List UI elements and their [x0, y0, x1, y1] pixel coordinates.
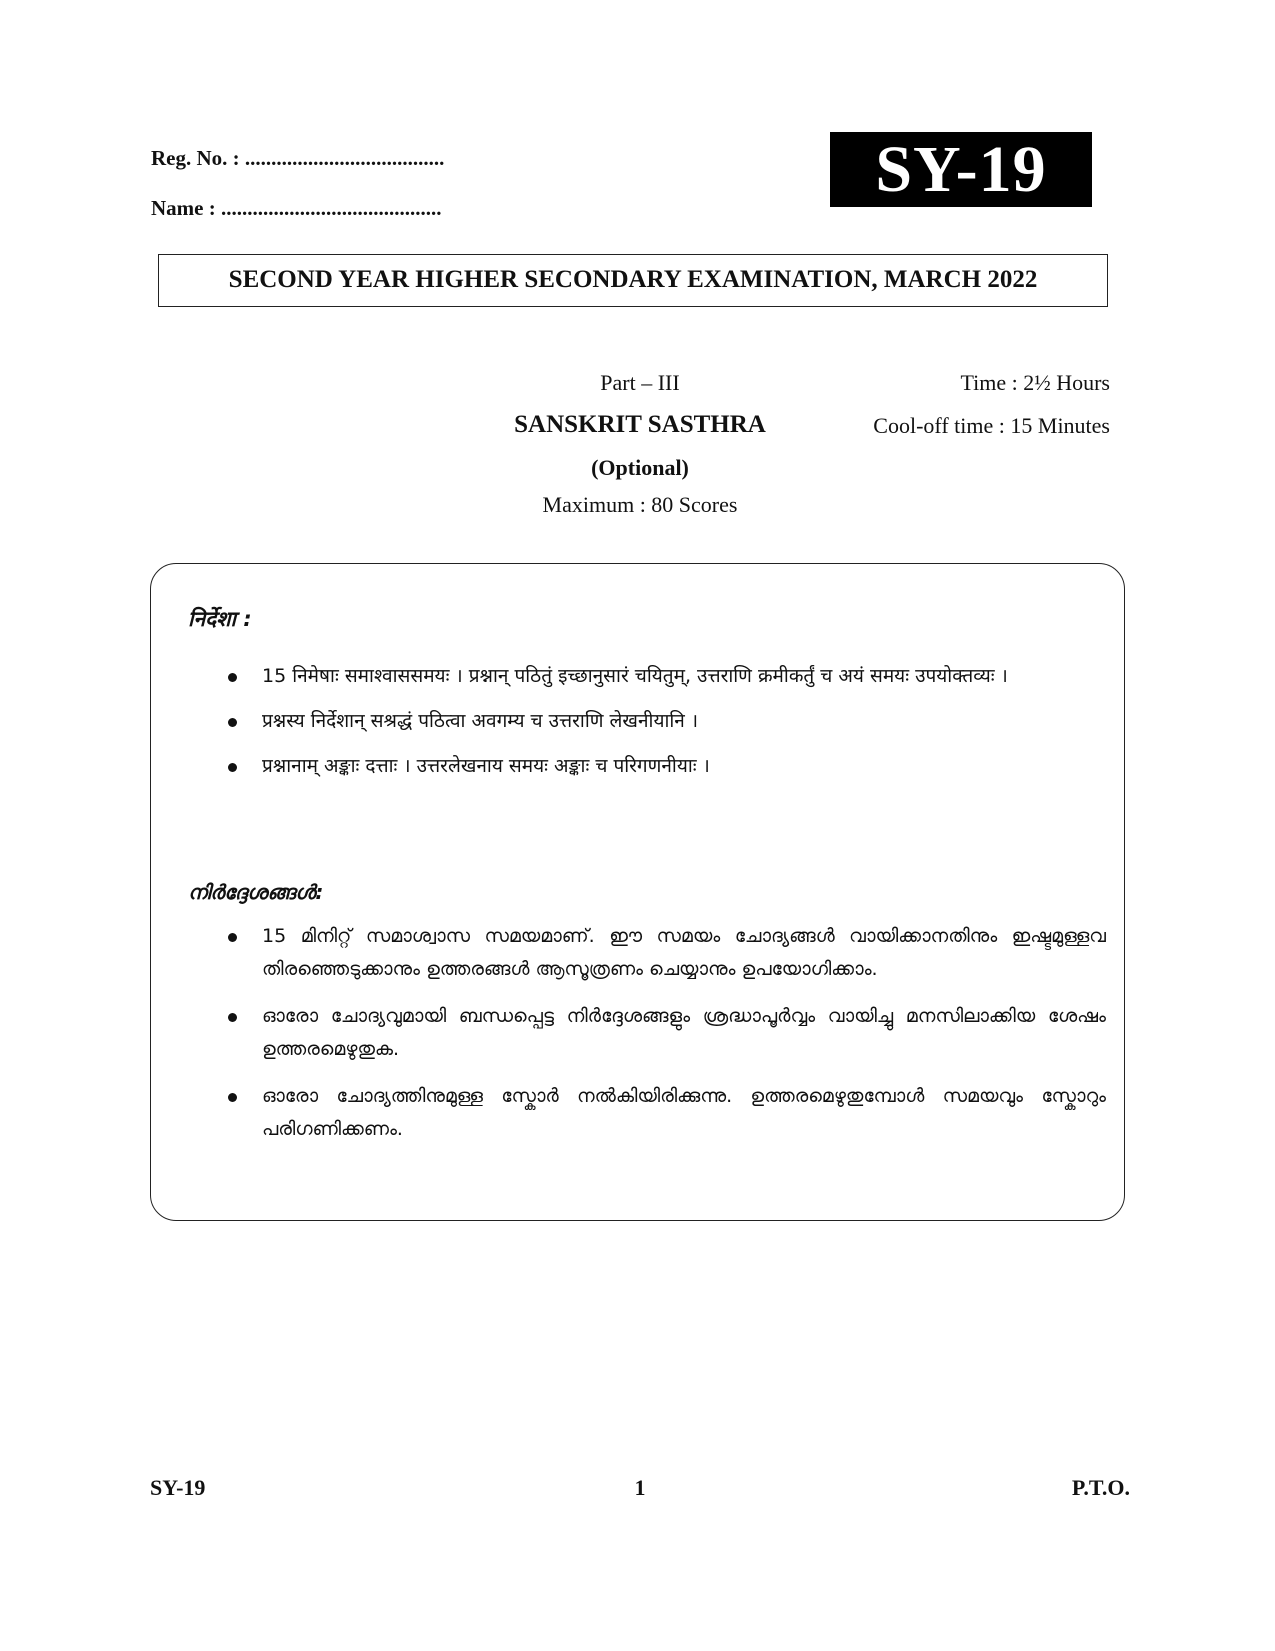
pto-label: P.T.O.: [1071, 1475, 1130, 1500]
exam-title: SECOND YEAR HIGHER SECONDARY EXAMINATION, MARCH 2022: [158, 254, 1108, 307]
malayalam-instructions-heading: നിർദ്ദേശങ്ങൾ:: [188, 880, 324, 904]
bullet-icon: [228, 718, 237, 727]
optional-label: (Optional): [591, 455, 689, 480]
paper-code-badge: SY-19: [830, 132, 1092, 207]
reg-no-field: Reg. No. : ......................................: [151, 146, 445, 170]
footer-code: SY-19: [150, 1475, 206, 1500]
bullet-icon: [228, 933, 237, 942]
sanskrit-instructions-heading: निर्देशा :: [188, 607, 252, 631]
name-field: Name : ..........................................: [151, 196, 442, 220]
subject-title: SANSKRIT SASTHRA: [514, 411, 766, 438]
list-item: प्रश्नस्य निर्देशान् सश्रद्धं पठित्वा अवगम्य च उत्तराणि लेखनीयानि ।: [228, 705, 1106, 738]
list-item: ഓരോ ചോദ്യത്തിനുമുള്ള സ്കോർ നൽകിയിരിക്കുന്നു. ഉത്തരമെഴുതുമ്പോൾ സമയവും സ്കോറും പരിഗണിക്കണം.: [228, 1080, 1106, 1146]
part-label: Part – III: [600, 370, 680, 395]
list-item: 15 മിനിറ്റ് സമാശ്വാസ സമയമാണ്. ഈ സമയം ചോദ്യങ്ങൾ വായിക്കാനതിനും ഇഷ്ടമുള്ളവ തിരഞ്ഞെടുക്കാനും ഉത്തരങ്ങൾ ആസൂത്രണം ചെയ്യാനും ഉപയോഗിക്കാം.: [228, 920, 1106, 986]
time-label: Time : 2½ Hours: [960, 370, 1110, 395]
cool-off-label: Cool-off time : 15 Minutes: [873, 413, 1110, 438]
maximum-scores: Maximum : 80 Scores: [542, 492, 738, 517]
bullet-icon: [228, 763, 237, 772]
bullet-icon: [228, 1093, 237, 1102]
sanskrit-instructions-list: [228, 660, 1106, 795]
malayalam-instructions-list: [228, 920, 1106, 1160]
page-number: 1: [634, 1475, 646, 1500]
list-item: 15 निमेषाः समाश्वाससमयः । प्रश्नान् पठितुं इच्छानुसारं चयितुम्, उत्तराणि क्रमीकर्तुं च अयं समयः उपयोक्तव्यः ।: [228, 660, 1106, 693]
list-item: ഓരോ ചോദ്യവുമായി ബന്ധപ്പെട്ട നിർദ്ദേശങ്ങളും ശ്രദ്ധാപൂർവ്വം വായിച്ചു മനസിലാക്കിയ ശേഷം ഉത്തരമെഴുതുക.: [228, 1000, 1106, 1066]
bullet-icon: [228, 673, 237, 682]
bullet-icon: [228, 1013, 237, 1022]
list-item: प्रश्नानाम् अङ्काः दत्ताः । उत्तरलेखनाय समयः अङ्काः च परिगणनीयाः ।: [228, 750, 1106, 783]
